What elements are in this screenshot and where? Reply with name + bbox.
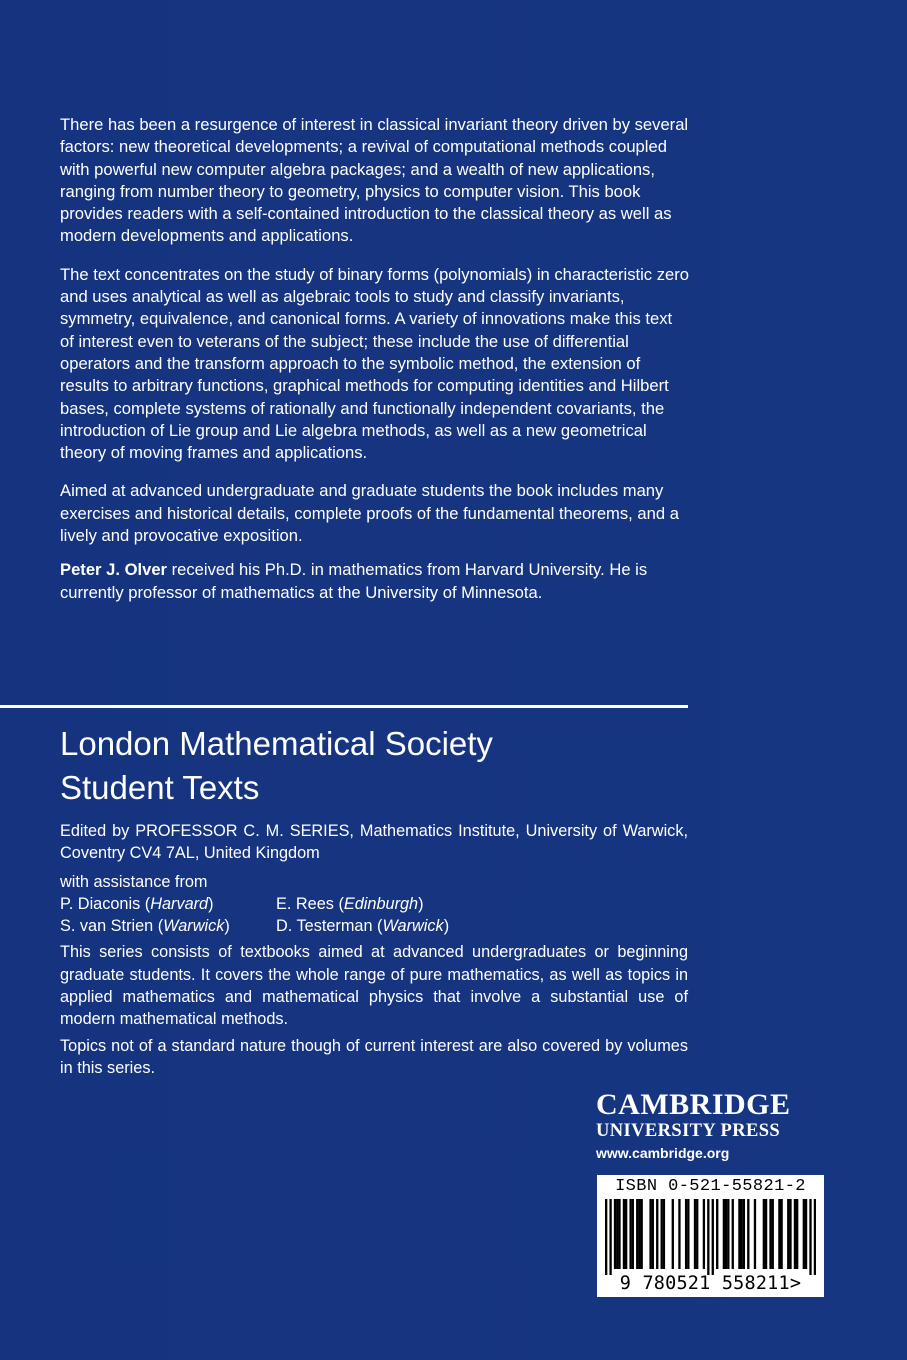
barcode-bar — [609, 1199, 611, 1275]
barcode-bar — [803, 1199, 805, 1269]
assistant: S. van Strien (Warwick) — [60, 917, 230, 936]
barcode-bar — [787, 1199, 789, 1269]
barcode-bar — [638, 1199, 640, 1269]
barcode-bar — [772, 1199, 774, 1269]
ean-digits: 9 780521 558211> — [619, 1273, 802, 1294]
description-paragraph-1: There has been a resurgence of interest in classical invariant theory driven by several factors: new theoretical developments; a revival of computational methods coupled with powerful new computer algebra packages; and a wealth of new applications, ranging from number theory to geometry, physics to computer vision. This book provides readers with a self-contained introduction to the classical theory as well as modern developments and applications. — [60, 115, 689, 246]
barcode-bar — [632, 1199, 634, 1269]
barcode-bar — [814, 1199, 816, 1275]
barcode-bar — [685, 1199, 687, 1269]
barcode-bar — [727, 1199, 729, 1269]
barcode-bar — [740, 1199, 742, 1269]
barcode-bar — [605, 1199, 607, 1275]
barcode-bar — [707, 1199, 709, 1275]
barcode-bar — [656, 1199, 658, 1269]
barcode-bar — [625, 1199, 627, 1269]
barcode-bar — [618, 1199, 620, 1269]
barcode-bar — [663, 1199, 665, 1269]
assistant: D. Testerman (Warwick) — [276, 917, 450, 936]
series-title-line-1: London Mathematical Society — [60, 725, 493, 762]
assistance-intro: with assistance from — [60, 872, 208, 891]
divider-rule — [0, 705, 688, 708]
barcode-bar — [743, 1199, 745, 1269]
barcode-bar — [687, 1199, 689, 1269]
series-topics: Topics not of a standard nature though of current interest are also covered by volumes in this series. — [60, 1036, 688, 1077]
barcode-bar — [796, 1199, 798, 1269]
publisher-url: www.cambridge.org — [596, 1145, 730, 1161]
barcode-bar — [616, 1199, 618, 1269]
barcode-bar — [765, 1199, 767, 1269]
barcode-bar — [738, 1199, 740, 1269]
barcode-bar — [694, 1199, 696, 1269]
barcode-bar — [703, 1199, 705, 1269]
publisher-logo — [596, 1090, 826, 1164]
barcode-bar — [769, 1199, 771, 1269]
barcode-bar — [732, 1199, 734, 1269]
barcode-bar — [649, 1199, 651, 1269]
assistant-list — [60, 893, 688, 938]
barcode-bar — [629, 1199, 631, 1269]
author-bio — [60, 559, 690, 604]
barcode-bar — [754, 1199, 756, 1269]
barcode-bar — [614, 1199, 616, 1269]
series-editor: Edited by PROFESSOR C. M. SERIES, Mathematics Institute, University of Warwick, Coventry CV4 7AL, United Kingdom — [60, 822, 688, 863]
barcode — [597, 1175, 824, 1297]
barcode-bar — [747, 1199, 749, 1269]
barcode-bar — [780, 1199, 782, 1269]
barcode-bar — [678, 1199, 680, 1269]
author-name: Peter J. Olver — [60, 560, 168, 580]
barcode-bar — [661, 1199, 663, 1269]
barcode-bar — [716, 1199, 718, 1269]
series-description: This series consists of textbooks aimed at advanced undergraduates or beginning graduate students. It covers the whole range of pure mathematics, as well as topics in applied mathematics and mathematical physics that involve a substantial use of modern mathematical methods. — [60, 943, 688, 1029]
barcode-bar — [725, 1199, 727, 1269]
barcode-bar — [623, 1199, 625, 1269]
assistant: E. Rees (Edinburgh) — [276, 894, 424, 913]
isbn-label: ISBN 0-521-55821-2 — [615, 1177, 806, 1196]
barcode-bar — [712, 1199, 714, 1275]
publisher-subname: UNIVERSITY PRESS — [596, 1121, 781, 1141]
barcode-bar — [696, 1199, 698, 1269]
barcode-bar — [809, 1199, 811, 1275]
barcode-bar — [636, 1199, 638, 1269]
series-title — [60, 722, 493, 810]
description-paragraph-3: Aimed at advanced undergraduate and graduate students the book includes many exercises and historical details, complete proofs of the fundamental theorems, and a lively and provocative exposition. — [60, 481, 679, 546]
barcode-bar — [794, 1199, 796, 1269]
barcode-bar — [641, 1199, 643, 1269]
barcode-bar — [723, 1199, 725, 1269]
book-description — [60, 114, 690, 620]
series-title-line-2: Student Texts — [60, 769, 260, 806]
series-info — [60, 820, 688, 1079]
barcode-bar — [789, 1199, 791, 1269]
barcode-bars — [605, 1199, 816, 1275]
barcode-bar — [652, 1199, 654, 1269]
author-bio-text: received his Ph.D. in mathematics from Harvard University. He is currently professor of mathematics at the University of Minnesota. — [60, 560, 648, 602]
assistant: P. Diaconis (Harvard) — [60, 894, 214, 913]
publisher-name: CAMBRIDGE — [596, 1088, 791, 1121]
barcode-bar — [778, 1199, 780, 1269]
barcode-bar — [805, 1199, 807, 1269]
barcode-bar — [672, 1199, 674, 1269]
description-paragraph-2: The text concentrates on the study of binary forms (polynomials) in characteristic zero and uses analytical as well as algebraic tools to study and classify invariants, symmetry, equivalence, and canonical forms. A variety of innovations make this text of interest even to veterans of the subject; these include the use of differential operators and the transform approach to the symbolic method, the extension of results to arbitrary functions, graphical methods for computing identities and Hilbert bases, complete systems of rationally and functionally independent covariants, the introduction of Lie group and Lie algebra methods, as well as a new geometrical theory of moving frames and applications. — [60, 264, 689, 463]
barcode-bar — [763, 1199, 765, 1269]
